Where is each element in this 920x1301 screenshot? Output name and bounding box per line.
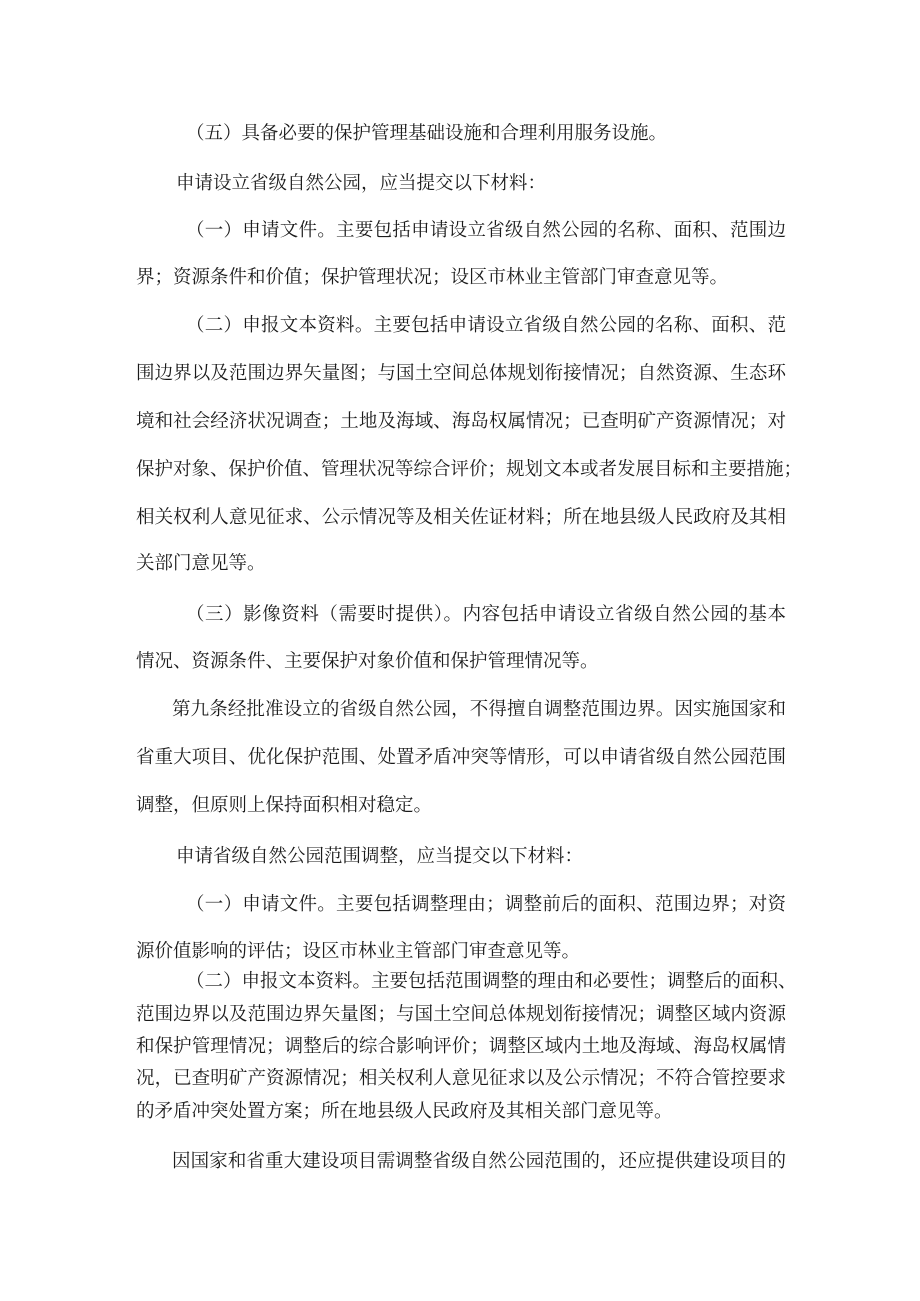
- paragraph-line: （一）申请文件。主要包括申请设立省级自然公园的名称、面积、范围边: [186, 220, 786, 241]
- paragraph-line: （二）申报文本资料。主要包括申请设立省级自然公园的名称、面积、范: [186, 315, 786, 336]
- paragraph-line: 相关权利人意见征求、公示情况等及相关佐证材料；所在地县级人民政府及其相: [136, 507, 786, 528]
- paragraph-line: 调整，但原则上保持面积相对稳定。: [136, 795, 433, 816]
- paragraph-line: （二）申报文本资料。主要包括范围调整的理由和必要性；调整后的面积、: [186, 971, 797, 992]
- paragraph-line: 申请省级自然公园范围调整，应当提交以下材料：: [176, 846, 584, 867]
- paragraph-line: 和保护管理情况；调整后的综合影响评价；调整区域内土地及海域、海岛权属情: [136, 1036, 786, 1057]
- paragraph-line: 范围边界以及范围边界矢量图；与国土空间总体规划衔接情况；调整区域内资源: [136, 1004, 786, 1025]
- paragraph-line: 因国家和省重大建设项目需调整省级自然公园范围的，还应提供建设项目的: [172, 1151, 786, 1172]
- paragraph-line: 源价值影响的评估；设区市林业主管部门审查意见等。: [136, 941, 581, 962]
- paragraph-line: 省重大项目、优化保护范围、处置矛盾冲突等情形，可以申请省级自然公园范围: [136, 747, 786, 768]
- paragraph-line: 第九条经批准设立的省级自然公园，不得擅自调整范围边界。因实施国家和: [172, 699, 786, 720]
- paragraph-line: 保护对象、保护价值、管理状况等综合评价；规划文本或者发展目标和主要措施；: [136, 459, 803, 480]
- paragraph-line: （三）影像资料（需要时提供）。内容包括申请设立省级自然公园的基本: [186, 604, 786, 625]
- paragraph-line: 境和社会经济状况调查；土地及海域、海岛权属情况；已查明矿产资源情况；对: [136, 411, 786, 432]
- paragraph-line: （五）具备必要的保护管理基础设施和合理利用服务设施。: [186, 123, 668, 144]
- paragraph-line: （一）申请文件。主要包括调整理由；调整前后的面积、范围边界；对资: [186, 894, 786, 915]
- paragraph-line: 界；资源条件和价值；保护管理状况；设区市林业主管部门审查意见等。: [136, 267, 729, 288]
- paragraph-line: 围边界以及范围边界矢量图；与国土空间总体规划衔接情况；自然资源、生态环: [136, 363, 786, 384]
- paragraph-line: 况，已查明矿产资源情况；相关权利人意见征求以及公示情况；不符合管控要求: [136, 1068, 786, 1089]
- paragraph-line: 情况、资源条件、主要保护对象价值和保护管理情况等。: [136, 651, 599, 672]
- paragraph-line: 申请设立省级自然公园，应当提交以下材料：: [176, 173, 547, 194]
- paragraph-line: 的矛盾冲突处置方案；所在地县级人民政府及其相关部门意见等。: [136, 1101, 673, 1122]
- paragraph-line: 关部门意见等。: [136, 553, 266, 574]
